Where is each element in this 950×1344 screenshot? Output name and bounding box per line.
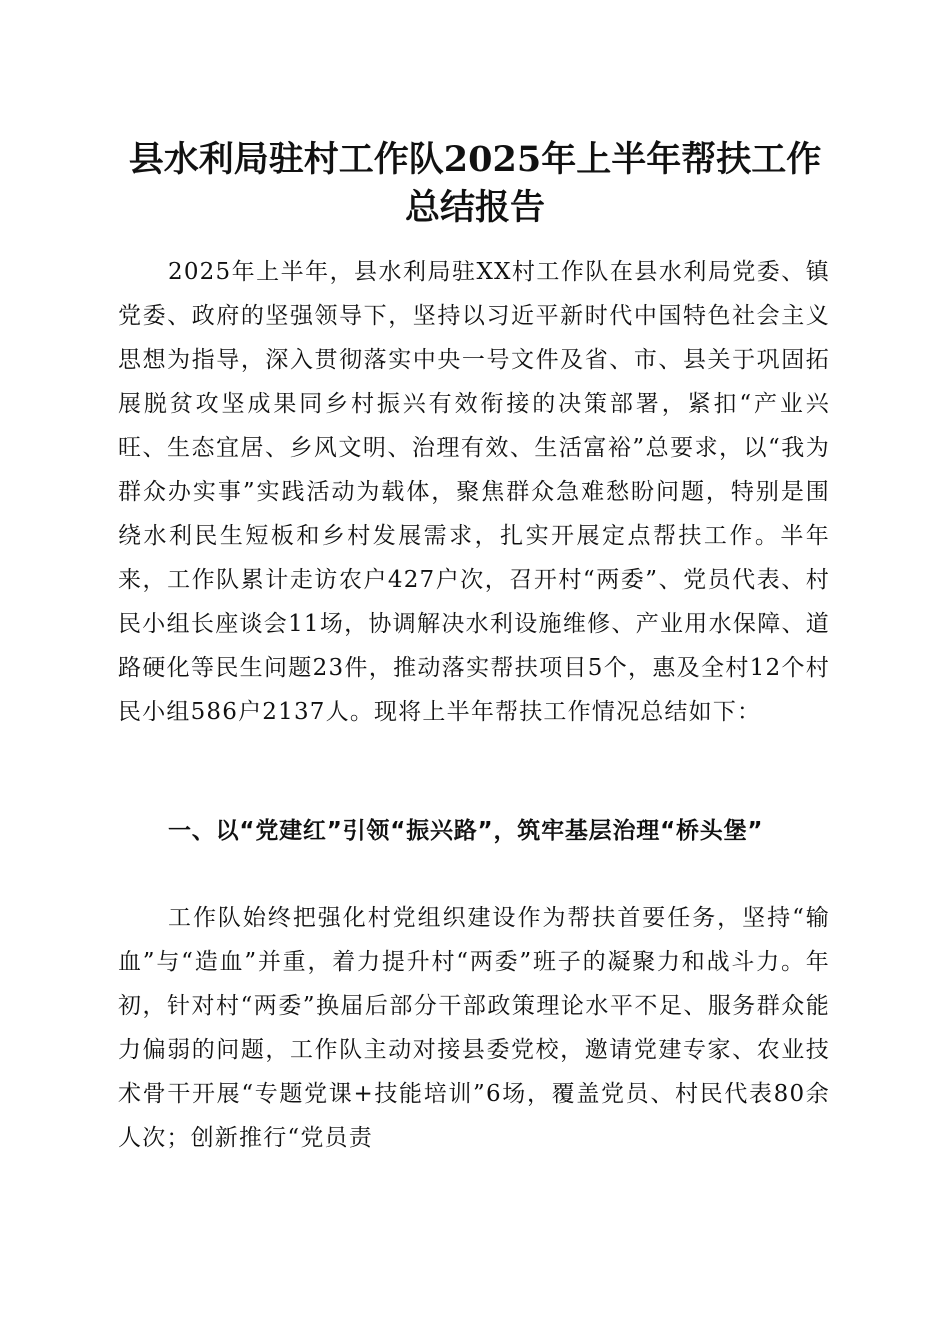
document-title-line-2: 总结报告 — [404, 187, 545, 228]
intro-paragraph: 2025年上半年，县水利局驻XX村工作队在县水利局党委、镇党委、政府的坚强领导下，坚持以习近平新时代中国特色社会主义思想为指导，深入贯彻落实中央一号文件及省、市、县关于巩固拓展脱贫攻坚成果同乡村振兴有效衔接的决策部署，紧扣“产业兴旺、生态宜居、乡风文明、治理有效、生活富裕”总要求，以“我为群众办实事”实践活动为载体，聚焦群众急难愁盼问题，特别是围绕水利民生短板和乡村发展需求，扎实开展定点帮扶工作。半年来，工作队累计走访农户427户次，召开村“两委”、党员代表、村民小组长座谈会11场，协调解决水利设施维修、产业用水保障、道路硬化等民生问题23件，推动落实帮扶项目5个，惠及全村12个村民小组586户2137人。现将上半年帮扶工作情况总结如下： — [118, 259, 830, 725]
section-1-paragraph: 工作队始终把强化村党组织建设作为帮扶首要任务，坚持“输血”与“造血”并重，着力提升村“两委”班子的凝聚力和战斗力。年初，针对村“两委”换届后部分干部政策理论水平不足、服务群众能力偏弱的问题，工作队主动对接县委党校，邀请党建专家、农业技术骨干开展“专题党课+技能培训”6场，覆盖党员、村民代表80余人次；创新推行“党员责 — [118, 905, 830, 1151]
section-1-heading: 一、以“党建红”引领“振兴路”，筑牢基层治理“桥头堡” — [168, 818, 764, 844]
document-title-line-1: 县水利局驻村工作队2025年上半年帮扶工作 — [128, 139, 822, 180]
